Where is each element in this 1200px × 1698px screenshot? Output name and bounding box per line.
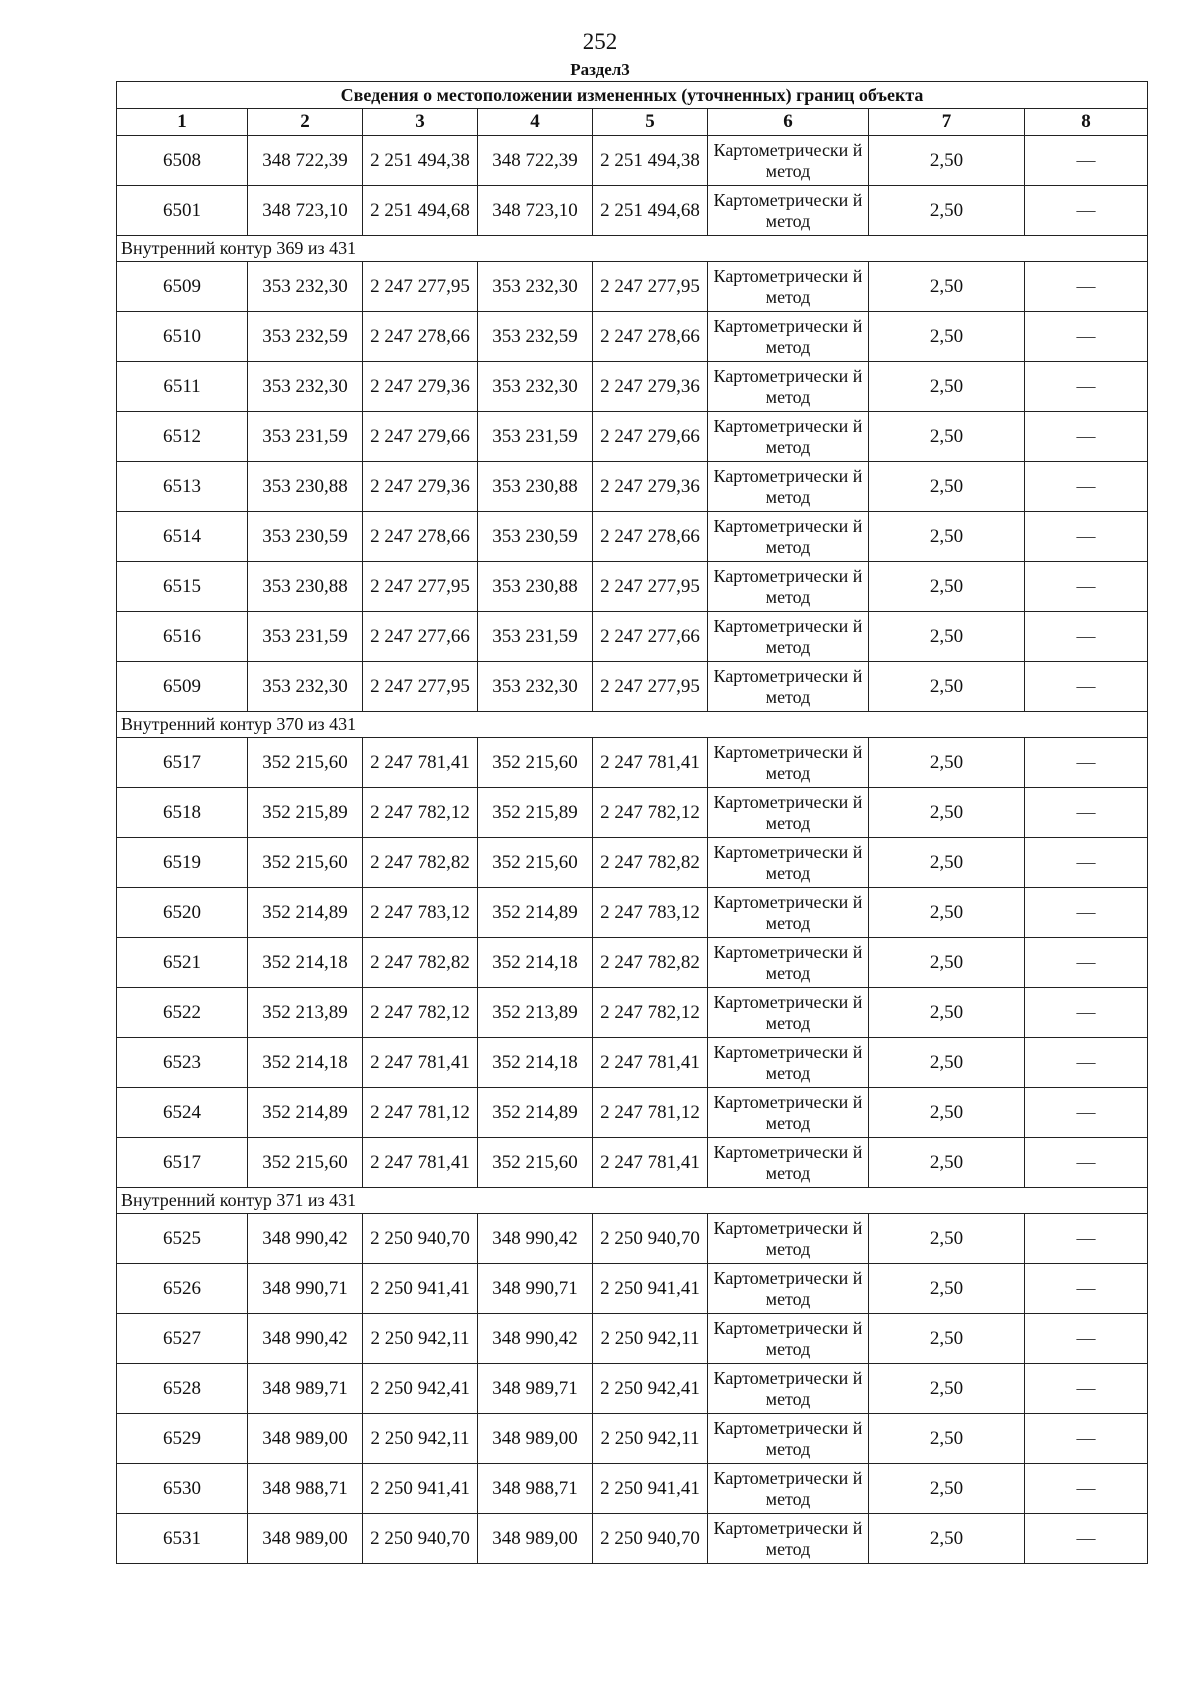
y-new-cell: 2 247 781,41 [593,1138,708,1188]
accuracy-cell: 2,50 [869,888,1025,938]
table-row [117,1464,1148,1514]
table-row [117,738,1148,788]
x-old-cell: 352 215,60 [248,738,363,788]
x-new-cell: 348 990,42 [478,1314,593,1364]
y-new-cell: 2 250 941,41 [593,1464,708,1514]
y-new-cell: 2 247 781,41 [593,738,708,788]
method-cell: Картометрически й метод [708,412,869,462]
accuracy-cell: 2,50 [869,1138,1025,1188]
x-new-cell: 352 213,89 [478,988,593,1038]
y-old-cell: 2 250 942,11 [363,1414,478,1464]
y-old-cell: 2 247 277,95 [363,662,478,712]
description-cell: — [1025,1088,1148,1138]
method-cell: Картометрически й метод [708,938,869,988]
table-row [117,136,1148,186]
table-row [117,1038,1148,1088]
point-number-cell: 6523 [117,1038,248,1088]
contour-header-row [117,712,1148,738]
method-cell: Картометрически й метод [708,186,869,236]
table-row [117,662,1148,712]
accuracy-cell: 2,50 [869,1464,1025,1514]
y-old-cell: 2 250 941,41 [363,1464,478,1514]
accuracy-cell: 2,50 [869,612,1025,662]
accuracy-cell: 2,50 [869,788,1025,838]
description-cell: — [1025,938,1148,988]
table-row [117,1214,1148,1264]
page-number: 252 [582,29,618,54]
column-number-row [117,109,1148,136]
y-old-cell: 2 247 781,12 [363,1088,478,1138]
point-number-cell: 6514 [117,512,248,562]
method-cell: Картометрически й метод [708,1088,869,1138]
point-number-cell: 6524 [117,1088,248,1138]
x-old-cell: 353 232,30 [248,662,363,712]
method-cell: Картометрически й метод [708,1314,869,1364]
point-number-cell: 6525 [117,1214,248,1264]
table-row [117,1264,1148,1314]
method-cell: Картометрически й метод [708,312,869,362]
description-cell: — [1025,838,1148,888]
method-cell: Картометрически й метод [708,888,869,938]
x-new-cell: 352 215,89 [478,788,593,838]
table-row [117,788,1148,838]
accuracy-cell: 2,50 [869,738,1025,788]
method-cell: Картометрически й метод [708,1038,869,1088]
description-cell: — [1025,1514,1148,1564]
accuracy-cell: 2,50 [869,1414,1025,1464]
contour-header-row [117,236,1148,262]
table-row [117,1314,1148,1364]
point-number-cell: 6509 [117,662,248,712]
y-new-cell: 2 247 277,95 [593,662,708,712]
x-old-cell: 348 723,10 [248,186,363,236]
point-number-cell: 6516 [117,612,248,662]
accuracy-cell: 2,50 [869,938,1025,988]
x-new-cell: 348 990,42 [478,1214,593,1264]
y-old-cell: 2 251 494,68 [363,186,478,236]
x-new-cell: 353 232,30 [478,362,593,412]
y-old-cell: 2 247 781,41 [363,738,478,788]
y-new-cell: 2 247 278,66 [593,512,708,562]
description-cell: — [1025,186,1148,236]
point-number-cell: 6501 [117,186,248,236]
accuracy-cell: 2,50 [869,662,1025,712]
y-old-cell: 2 247 277,95 [363,262,478,312]
accuracy-cell: 2,50 [869,512,1025,562]
y-new-cell: 2 247 277,95 [593,262,708,312]
table-row [117,512,1148,562]
y-new-cell: 2 247 783,12 [593,888,708,938]
x-new-cell: 348 990,71 [478,1264,593,1314]
accuracy-cell: 2,50 [869,262,1025,312]
x-new-cell: 353 230,88 [478,562,593,612]
table-row [117,186,1148,236]
table-row [117,1414,1148,1464]
point-number-cell: 6526 [117,1264,248,1314]
y-new-cell: 2 247 782,82 [593,938,708,988]
method-cell: Картометрически й метод [708,362,869,412]
accuracy-cell: 2,50 [869,1514,1025,1564]
point-number-cell: 6531 [117,1514,248,1564]
y-new-cell: 2 250 942,11 [593,1414,708,1464]
table-row [117,362,1148,412]
x-old-cell: 352 214,89 [248,1088,363,1138]
x-new-cell: 352 215,60 [478,1138,593,1188]
y-old-cell: 2 247 279,66 [363,412,478,462]
description-cell: — [1025,988,1148,1038]
y-new-cell: 2 247 781,41 [593,1038,708,1088]
accuracy-cell: 2,50 [869,312,1025,362]
x-old-cell: 348 988,71 [248,1464,363,1514]
column-number: 4 [478,109,593,136]
method-cell: Картометрически й метод [708,1214,869,1264]
section-title: Раздел3 [570,60,630,79]
description-cell: — [1025,362,1148,412]
x-old-cell: 352 215,60 [248,1138,363,1188]
y-old-cell: 2 247 279,36 [363,462,478,512]
table-body [117,82,1148,1564]
accuracy-cell: 2,50 [869,988,1025,1038]
table-row [117,262,1148,312]
point-number-cell: 6517 [117,1138,248,1188]
description-cell: — [1025,612,1148,662]
x-old-cell: 353 231,59 [248,412,363,462]
description-cell: — [1025,1414,1148,1464]
y-new-cell: 2 250 942,11 [593,1314,708,1364]
y-old-cell: 2 247 782,82 [363,938,478,988]
y-old-cell: 2 250 940,70 [363,1214,478,1264]
y-old-cell: 2 247 782,12 [363,988,478,1038]
point-number-cell: 6529 [117,1414,248,1464]
table-row [117,1138,1148,1188]
point-number-cell: 6530 [117,1464,248,1514]
accuracy-cell: 2,50 [869,562,1025,612]
x-old-cell: 352 214,18 [248,1038,363,1088]
contour-label: Внутренний контур 371 из 431 [117,1188,1148,1214]
table-row [117,838,1148,888]
y-old-cell: 2 250 942,11 [363,1314,478,1364]
description-cell: — [1025,312,1148,362]
x-old-cell: 353 230,88 [248,462,363,512]
x-new-cell: 348 989,00 [478,1414,593,1464]
accuracy-cell: 2,50 [869,1364,1025,1414]
method-cell: Картометрически й метод [708,1414,869,1464]
y-new-cell: 2 247 277,95 [593,562,708,612]
point-number-cell: 6512 [117,412,248,462]
y-old-cell: 2 250 940,70 [363,1514,478,1564]
y-new-cell: 2 250 942,41 [593,1364,708,1414]
method-cell: Картометрически й метод [708,1364,869,1414]
y-old-cell: 2 247 783,12 [363,888,478,938]
x-new-cell: 353 232,30 [478,262,593,312]
accuracy-cell: 2,50 [869,1314,1025,1364]
x-old-cell: 348 989,71 [248,1364,363,1414]
point-number-cell: 6527 [117,1314,248,1364]
x-old-cell: 353 232,59 [248,312,363,362]
x-new-cell: 352 214,89 [478,888,593,938]
column-number: 1 [117,109,248,136]
point-number-cell: 6521 [117,938,248,988]
method-cell: Картометрически й метод [708,788,869,838]
x-old-cell: 353 230,59 [248,512,363,562]
description-cell: — [1025,1138,1148,1188]
description-cell: — [1025,1038,1148,1088]
method-cell: Картометрически й метод [708,988,869,1038]
column-number: 6 [708,109,869,136]
x-new-cell: 353 230,88 [478,462,593,512]
table-row [117,888,1148,938]
accuracy-cell: 2,50 [869,1038,1025,1088]
description-cell: — [1025,1364,1148,1414]
y-old-cell: 2 247 781,41 [363,1138,478,1188]
y-new-cell: 2 247 277,66 [593,612,708,662]
accuracy-cell: 2,50 [869,136,1025,186]
method-cell: Картометрически й метод [708,1138,869,1188]
x-new-cell: 348 989,00 [478,1514,593,1564]
accuracy-cell: 2,50 [869,1214,1025,1264]
column-number: 5 [593,109,708,136]
description-cell: — [1025,136,1148,186]
x-new-cell: 353 232,30 [478,662,593,712]
y-new-cell: 2 251 494,68 [593,186,708,236]
x-new-cell: 352 214,18 [478,1038,593,1088]
table-row [117,562,1148,612]
x-new-cell: 348 989,71 [478,1364,593,1414]
x-new-cell: 353 231,59 [478,612,593,662]
point-number-cell: 6513 [117,462,248,512]
accuracy-cell: 2,50 [869,1264,1025,1314]
x-old-cell: 348 989,00 [248,1414,363,1464]
method-cell: Картометрически й метод [708,1264,869,1314]
y-new-cell: 2 247 278,66 [593,312,708,362]
coordinates-table [116,81,1148,1564]
y-old-cell: 2 247 278,66 [363,312,478,362]
method-cell: Картометрически й метод [708,1514,869,1564]
contour-header-row [117,1188,1148,1214]
x-new-cell: 348 988,71 [478,1464,593,1514]
y-new-cell: 2 247 782,12 [593,988,708,1038]
description-cell: — [1025,562,1148,612]
y-new-cell: 2 250 940,70 [593,1514,708,1564]
column-number: 2 [248,109,363,136]
x-old-cell: 348 989,00 [248,1514,363,1564]
x-old-cell: 348 722,39 [248,136,363,186]
point-number-cell: 6522 [117,988,248,1038]
y-new-cell: 2 247 781,12 [593,1088,708,1138]
y-new-cell: 2 250 941,41 [593,1264,708,1314]
y-old-cell: 2 247 782,12 [363,788,478,838]
x-old-cell: 353 232,30 [248,262,363,312]
description-cell: — [1025,1464,1148,1514]
x-new-cell: 353 232,59 [478,312,593,362]
table-title: Сведения о местоположении измененных (уточненных) границ объекта [117,82,1148,109]
y-old-cell: 2 247 278,66 [363,512,478,562]
description-cell: — [1025,462,1148,512]
x-old-cell: 348 990,71 [248,1264,363,1314]
x-old-cell: 352 215,89 [248,788,363,838]
description-cell: — [1025,1264,1148,1314]
y-new-cell: 2 247 279,36 [593,362,708,412]
table-row [117,612,1148,662]
y-old-cell: 2 247 279,36 [363,362,478,412]
method-cell: Картометрически й метод [708,562,869,612]
x-old-cell: 353 232,30 [248,362,363,412]
point-number-cell: 6515 [117,562,248,612]
contour-label: Внутренний контур 370 из 431 [117,712,1148,738]
method-cell: Картометрически й метод [708,262,869,312]
table-row [117,1088,1148,1138]
x-new-cell: 353 231,59 [478,412,593,462]
point-number-cell: 6510 [117,312,248,362]
method-cell: Картометрически й метод [708,612,869,662]
y-old-cell: 2 247 782,82 [363,838,478,888]
column-number: 3 [363,109,478,136]
table-row [117,1514,1148,1564]
y-new-cell: 2 247 279,66 [593,412,708,462]
description-cell: — [1025,412,1148,462]
y-old-cell: 2 247 277,66 [363,612,478,662]
x-new-cell: 348 723,10 [478,186,593,236]
accuracy-cell: 2,50 [869,412,1025,462]
y-old-cell: 2 250 941,41 [363,1264,478,1314]
y-new-cell: 2 247 782,12 [593,788,708,838]
description-cell: — [1025,738,1148,788]
method-cell: Картометрически й метод [708,136,869,186]
column-number: 7 [869,109,1025,136]
method-cell: Картометрически й метод [708,512,869,562]
x-old-cell: 348 990,42 [248,1314,363,1364]
y-new-cell: 2 250 940,70 [593,1214,708,1264]
method-cell: Картометрически й метод [708,838,869,888]
point-number-cell: 6509 [117,262,248,312]
column-number: 8 [1025,109,1148,136]
accuracy-cell: 2,50 [869,186,1025,236]
table-row [117,988,1148,1038]
accuracy-cell: 2,50 [869,1088,1025,1138]
point-number-cell: 6518 [117,788,248,838]
contour-label: Внутренний контур 369 из 431 [117,236,1148,262]
accuracy-cell: 2,50 [869,362,1025,412]
method-cell: Картометрически й метод [708,662,869,712]
table-row [117,412,1148,462]
description-cell: — [1025,512,1148,562]
x-new-cell: 352 215,60 [478,738,593,788]
table-row [117,938,1148,988]
method-cell: Картометрически й метод [708,738,869,788]
point-number-cell: 6528 [117,1364,248,1414]
y-old-cell: 2 247 277,95 [363,562,478,612]
x-old-cell: 353 230,88 [248,562,363,612]
y-new-cell: 2 251 494,38 [593,136,708,186]
y-old-cell: 2 251 494,38 [363,136,478,186]
table-row [117,1364,1148,1414]
x-new-cell: 352 214,18 [478,938,593,988]
description-cell: — [1025,1314,1148,1364]
x-old-cell: 348 990,42 [248,1214,363,1264]
method-cell: Картометрически й метод [708,462,869,512]
y-old-cell: 2 247 781,41 [363,1038,478,1088]
y-new-cell: 2 247 782,82 [593,838,708,888]
point-number-cell: 6520 [117,888,248,938]
description-cell: — [1025,888,1148,938]
y-new-cell: 2 247 279,36 [593,462,708,512]
x-new-cell: 352 215,60 [478,838,593,888]
y-old-cell: 2 250 942,41 [363,1364,478,1414]
description-cell: — [1025,262,1148,312]
x-old-cell: 352 214,18 [248,938,363,988]
point-number-cell: 6517 [117,738,248,788]
description-cell: — [1025,662,1148,712]
method-cell: Картометрически й метод [708,1464,869,1514]
x-new-cell: 352 214,89 [478,1088,593,1138]
table-row [117,312,1148,362]
description-cell: — [1025,788,1148,838]
point-number-cell: 6519 [117,838,248,888]
x-old-cell: 353 231,59 [248,612,363,662]
table-title-row [117,82,1148,109]
accuracy-cell: 2,50 [869,838,1025,888]
point-number-cell: 6511 [117,362,248,412]
description-cell: — [1025,1214,1148,1264]
accuracy-cell: 2,50 [869,462,1025,512]
x-old-cell: 352 213,89 [248,988,363,1038]
table-row [117,462,1148,512]
x-old-cell: 352 214,89 [248,888,363,938]
x-new-cell: 348 722,39 [478,136,593,186]
x-new-cell: 353 230,59 [478,512,593,562]
point-number-cell: 6508 [117,136,248,186]
x-old-cell: 352 215,60 [248,838,363,888]
